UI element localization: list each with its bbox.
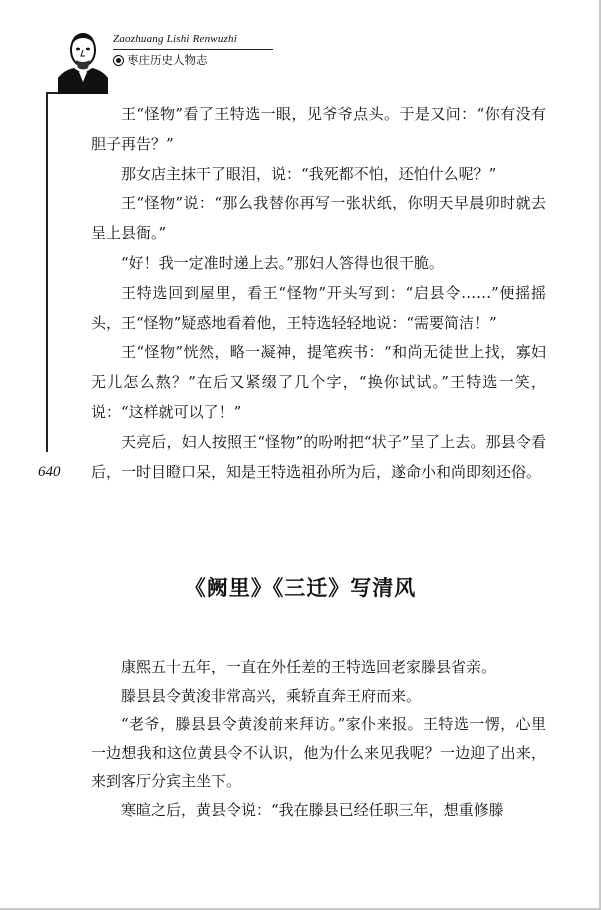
section-title: 《阙里》《三迁》写清风	[184, 575, 417, 600]
paragraph: 王特选回到屋里，看王“怪物”开头写到：“启县令……”便摇摇头，王“怪物”疑惑地看着他，王特选轻轻地说：“需要简洁！”	[91, 283, 546, 332]
paragraph: 寒暄之后，黄县令说：“我在滕县已经任职三年，想重修滕	[121, 800, 504, 819]
paragraph: “好！我一定准时递上去。”那妇人答得也很干脆。	[121, 253, 444, 272]
paragraph: 王“怪物”看了王特选一眼，见爷爷点头。于是又问：“你有没有胆子再告？”	[91, 105, 546, 153]
paragraph: 王“怪物”恍然，略一凝神，提笔疾书：“和尚无徒世上找，寡妇无儿怎么熬？”在后又紧缀了几个字，“换你试试。”王特选一笑，说：“这样就可以了！”	[91, 343, 546, 421]
portrait-logo-icon	[58, 28, 108, 94]
margin-vertical-line	[46, 92, 48, 452]
paragraph: 那女店主抹干了眼泪，说：“我死都不怕，还怕什么呢？”	[121, 164, 497, 183]
series-title-en: Zaozhuang Lishi Renwuzhi	[113, 33, 237, 45]
ring-bullet-icon	[113, 55, 124, 66]
paragraph: “老爷，滕县县令黄浚前来拜访。”家仆来报。王特选一愣，心里一边想我和这位黄县令不认识，他为什么来见我呢？一边迎了出来，来到客厅分宾主坐下。	[91, 715, 546, 790]
paragraph: 滕县县令黄浚非常高兴，乘轿直奔王府而来。	[121, 686, 422, 705]
header-rule	[113, 49, 273, 50]
margin-horizontal-line	[46, 92, 58, 94]
series-title-zh-text: 枣庄历史人物志	[127, 53, 208, 67]
series-title-zh	[113, 52, 208, 68]
page-number: 640	[38, 464, 61, 480]
story-text-bottom	[91, 653, 546, 824]
paragraph: 天亮后，妇人按照王“怪物”的吩咐把“状子”呈了上去。那县令看后，一时目瞪口呆，知是王特选祖孙所为后，遂命小和尚即刻还俗。	[91, 432, 546, 481]
paragraph: 康熙五十五年，一直在外任差的王特选回老家滕县省亲。	[121, 658, 497, 676]
paragraph: 王“怪物”说：“那么我替你再写一张状纸，你明天早晨卯时就去呈上县衙。”	[91, 194, 546, 243]
story-text-top	[91, 100, 546, 487]
